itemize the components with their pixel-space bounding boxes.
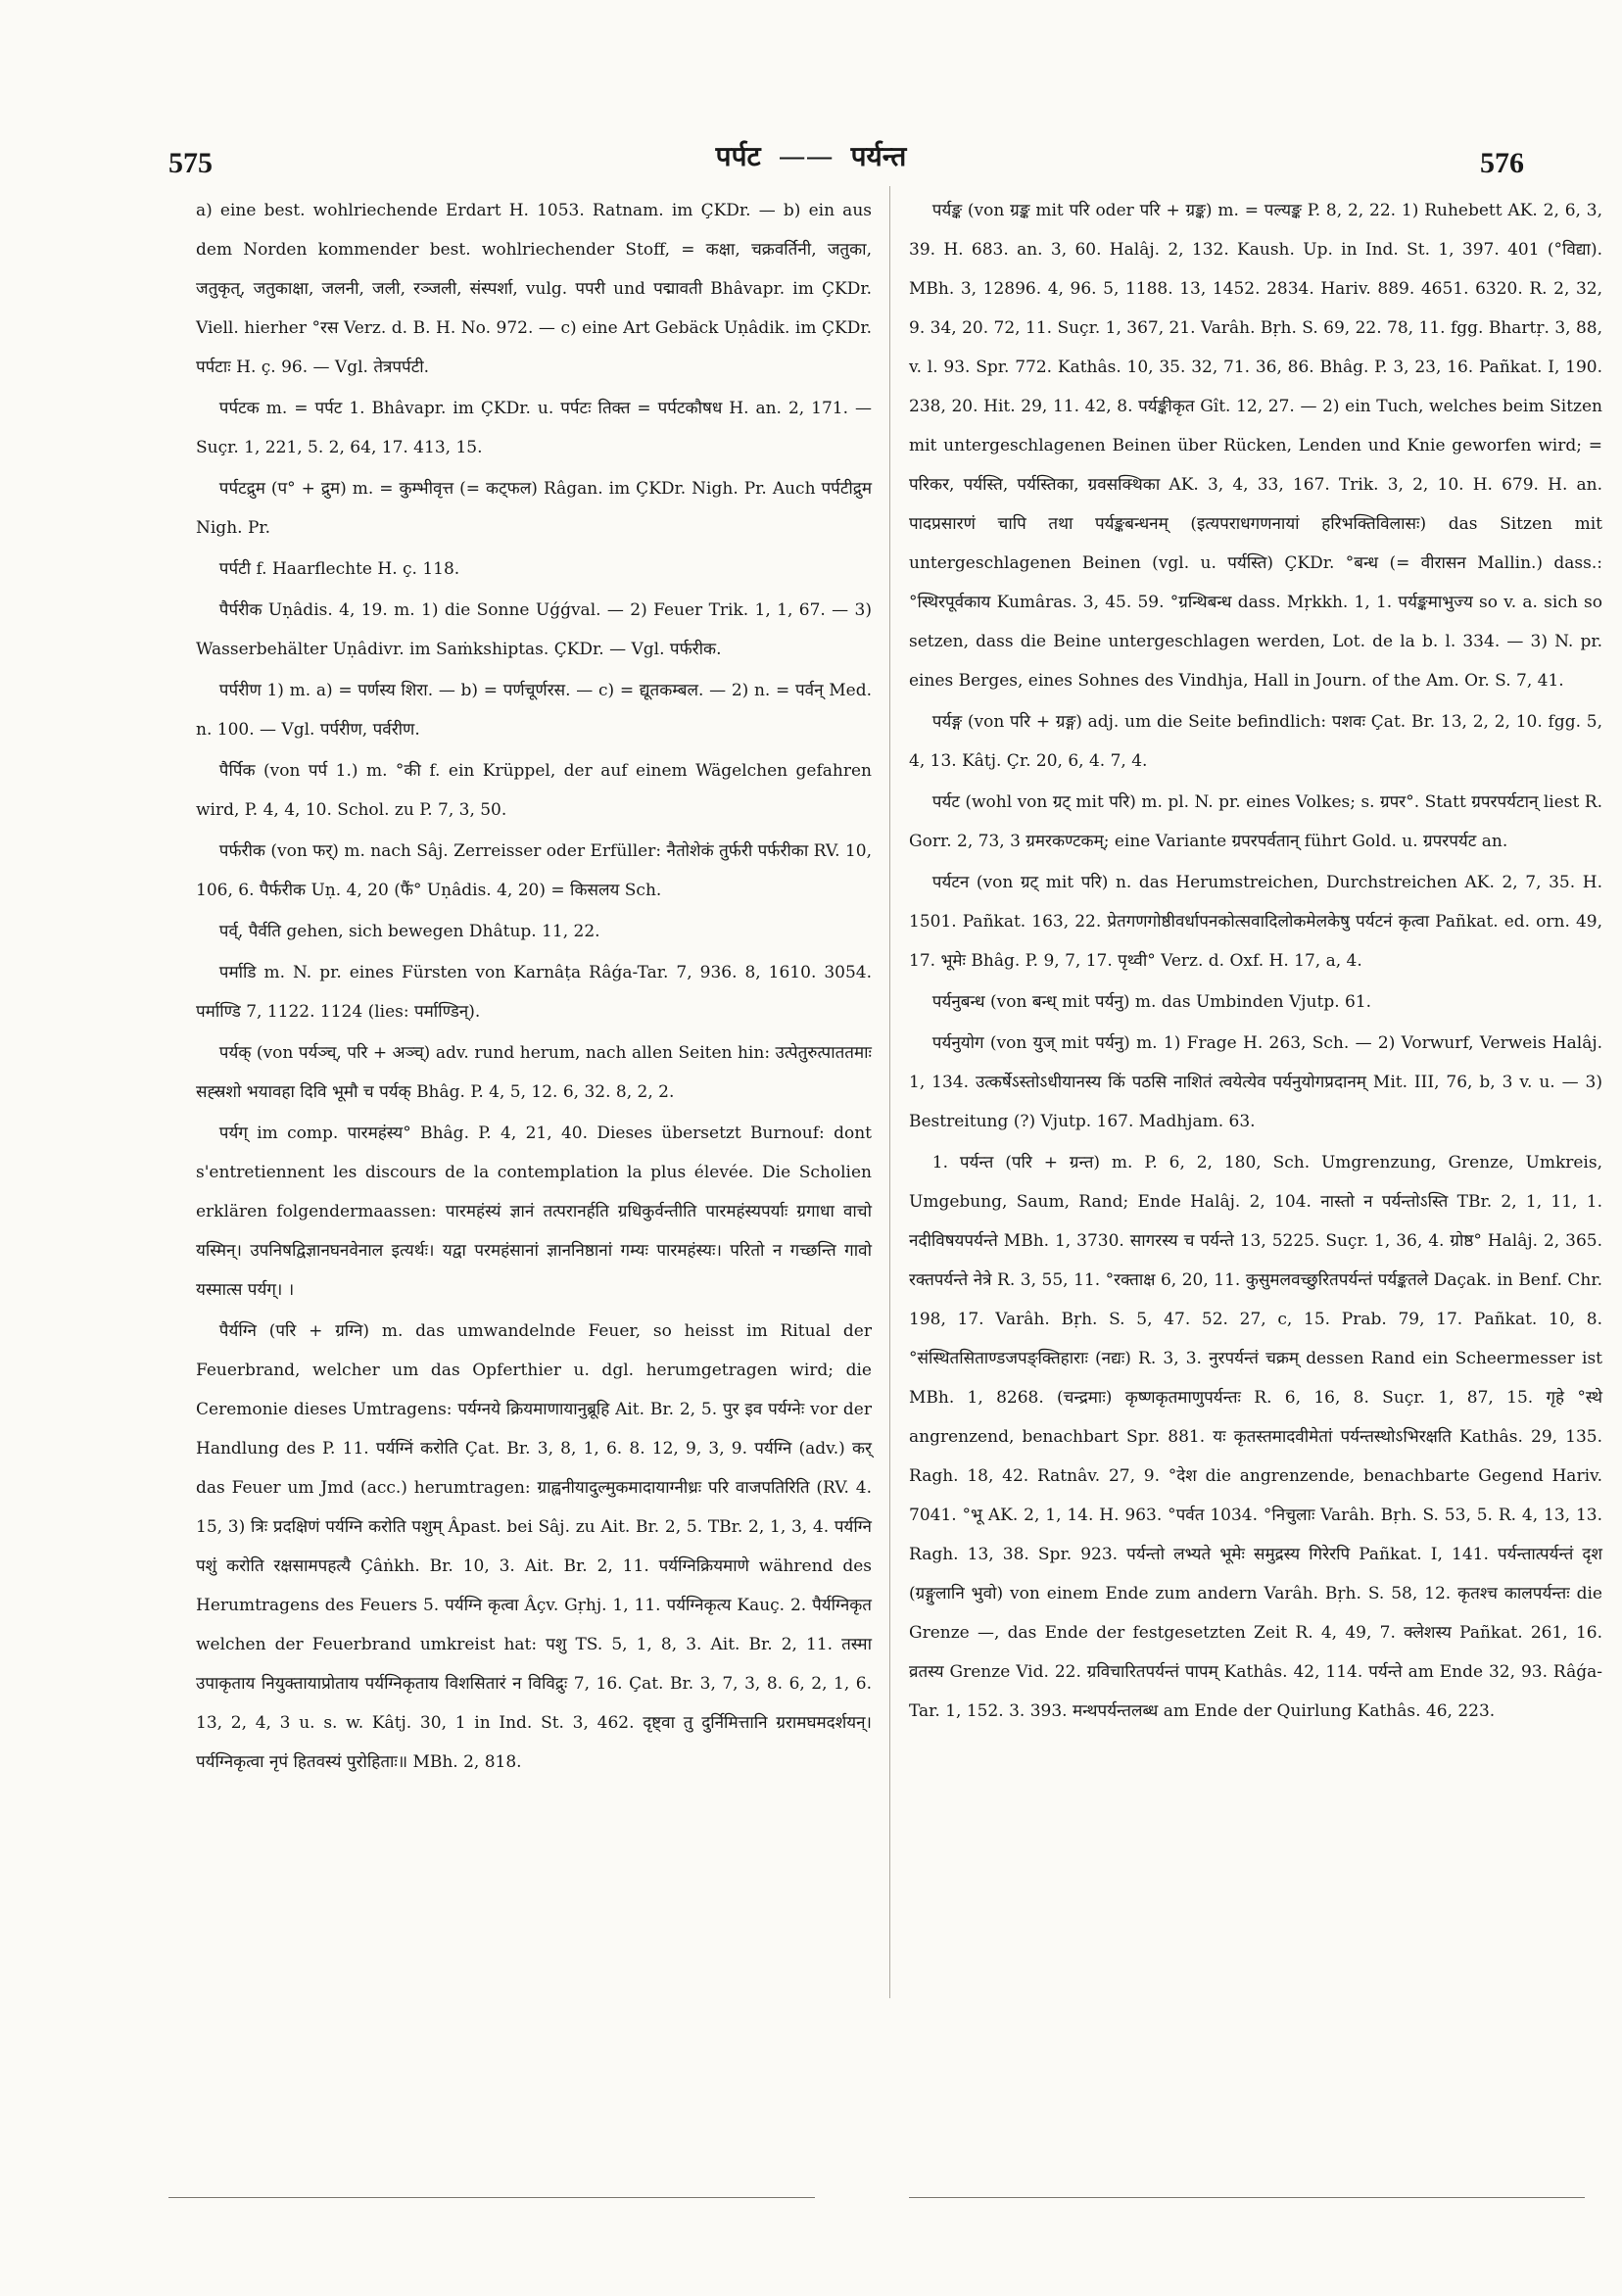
footer-rule-left: [168, 2197, 815, 2198]
footer-rule-right: [909, 2197, 1585, 2198]
running-head: [0, 137, 1622, 174]
dictionary-entry: पैर्पिक (von पर्प 1.) m. °की f. ein Krüppel, der auf einem Wägelchen gefahren wird, P. 4, 4, 10. Schol. zu P. 7, 3, 50.: [196, 761, 872, 820]
dictionary-entry: पर्पटी f. Haarflechte H. ç. 118.: [218, 559, 460, 579]
dictionary-entry: पर्माडि m. N. pr. eines Fürsten von Karnâṭa Râǵa-Tar. 7, 936. 8, 1610. 3054. पर्माण्डि 7, 1122. 1124 (lies: पर्माण्डिन्).: [196, 963, 872, 1022]
dictionary-entry: पर्पटद्रुम (प° + द्रुम) m. = कुम्भीवृत्त (= कट्फल) Râgan. im ÇKDr. Nigh. Pr. Auch पर्पटीद्रुम Nigh. Pr.: [196, 479, 872, 538]
left-column: [196, 191, 872, 1782]
dictionary-entry: पर्यटन (von ग्रट् mit परि) n. das Herumstreichen, Durchstreichen AK. 2, 7, 35. H. 1501. Pañkat. 163, 22. प्रेतगणगोष्ठीवर्धापनकोत्सवादिलोकमेलकेषु पर्यटनं कृत्वा Pañkat. ed. orn. 49, 17. भूमेः Bhâg. P. 9, 7, 17. पृथ्वी° Verz. d. Oxf. H. 17, a, 4.: [909, 873, 1602, 971]
dictionary-entry: पर्यट (wohl von ग्रट् mit परि) m. pl. N. pr. eines Volkes; s. ग्रपर°. Statt ग्रपरपर्यटान् liest R. Gorr. 2, 73, 3 ग्रमरकण्टकम्; eine Variante ग्रपरपर्वतान् führt Gold. u. ग्रपरपर्यट an.: [909, 792, 1602, 851]
running-head-right: पर्यन्त: [850, 140, 907, 172]
dictionary-entry: पर्फरीक (von फर्) m. nach Sâj. Zerreisser oder Erfüller: नैतोशेकं तुर्फरी पर्फरीका RV. 10, 106, 6. पैर्फरीक Uṇ. 4, 20 (फैं° Uṇâdis. 4, 20) = किसलय Sch.: [196, 841, 872, 900]
dictionary-entry: पर्यनुयोग (von युज् mit पर्यनु) m. 1) Frage H. 263, Sch. — 2) Vorwurf, Verweis Halâj. 1, 134. उत्कर्षेऽस्तोऽधीयानस्य किं पठसि नाशितं त्वयेत्येव पर्यनुयोगप्रदानम् Mit. III, 76, b, 3 v. u. — 3) Bestreitung (?) Vjutp. 167. Madhjam. 63.: [909, 1033, 1602, 1131]
column-divider: [889, 186, 890, 1998]
dictionary-entry: पर्यक् (von पर्यञ्च्, परि + अञ्च्) adv. rund herum, nach allen Seiten hin: उत्पेतुरुत्पाततमाः सह्स्रशो भयावहा दिवि भूमौ च पर्यक् Bhâg. P. 4, 5, 12. 6, 32. 8, 2, 2.: [196, 1043, 872, 1102]
dictionary-entry: पैर्परीक Uṇâdis. 4, 19. m. 1) die Sonne Uǵǵval. — 2) Feuer Trik. 1, 1, 67. — 3) Wasserbehälter Uṇâdivr. im Saṁkshiptas. ÇKDr. — Vgl. पर्फरीक.: [196, 600, 872, 659]
dictionary-entry: 1. पर्यन्त (परि + ग्रन्त) m. P. 6, 2, 180, Sch. Umgrenzung, Grenze, Umkreis, Umgebung, Saum, Rand; Ende Halâj. 2, 104. नास्तो न पर्यन्तोऽस्ति TBr. 2, 1, 11, 1. नदीविषयपर्यन्ते MBh. 1, 3730. सागरस्य च पर्यन्ते 13, 5225. Suçr. 1, 36, 4. ग्रोष्ठ° Halâj. 2, 365. रक्तपर्यन्ते नेत्रे R. 3, 55, 11. °रक्ताक्ष 6, 20, 11. कुसुमलवच्छुरितपर्यन्तं पर्यङ्कतले Daçak. in Benf. Chr. 198, 17. Varâh. Bṛh. S. 5, 47. 52. 27, c, 15. Prab. 79, 17. Pañkat. 10, 8. °संस्थितसिताण्डजपङ्क्तिहाराः (नद्यः) R. 3, 3. नुरपर्यन्तं चक्रम् dessen Rand ein Scheermesser ist MBh. 1, 8268. (चन्द्रमाः) कृष्णकृतमाणुपर्यन्तः R. 6, 16, 8. Suçr. 1, 87, 15. गृहे °स्थे angrenzend, benachbart Spr. 881. यः कृतस्तमादवीमेतां पर्यन्तस्थोऽभिरक्षति Kathâs. 29, 135. Ragh. 18, 42. Ratnâv. 27, 9. °देश die angrenzende, benachbarte Gegend Hariv. 7041. °भू AK. 2, 1, 14. H. 963. °पर्वत 1034. °निचुलाः Varâh. Bṛh. S. 53, 5. R. 4, 13, 13. Ragh. 13, 38. Spr. 923. पर्यन्तो लभ्यते भूमेः समुद्रस्य गिरेरपि Pañkat. I, 141. पर्यन्तात्पर्यन्तं दृश (ग्रङ्गुलानि भुवो) von einem Ende zum andern Varâh. Bṛh. S. 58, 12. कृतश्च कालपर्यन्तः die Grenze —, das Ende der festgesetzten Zeit R. 4, 49, 7. क्लेशस्य Pañkat. 261, 16. व्रतस्य Grenze Vid. 22. ग्रविचारितपर्यन्तं पापम् Kathâs. 42, 114. पर्यन्ते am Ende 32, 93. Râǵa-Tar. 1, 152. 3. 393. मन्थपर्यन्तलब्ध am Ende der Quirlung Kathâs. 46, 223.: [909, 1153, 1602, 1721]
dictionary-entry: पर्व्, पैर्वति gehen, sich bewegen Dhâtup. 11, 22.: [218, 922, 600, 941]
dictionary-entry: पर्यनुबन्ध (von बन्ध् mit पर्यनु) m. das Umbinden Vjutp. 61.: [931, 992, 1372, 1012]
right-column: [909, 191, 1602, 1731]
page-number-left: 575: [168, 147, 213, 179]
page-number-right: 576: [1480, 147, 1524, 179]
dictionary-entry: पर्यङ्ग (von परि + ग्रङ्ग) adj. um die Seite befindlich: पशवः Çat. Br. 13, 2, 2, 10. fgg. 5, 4, 13. Kâtj. Çr. 20, 6, 4. 7, 4.: [909, 712, 1602, 771]
dictionary-entry: पैर्यग्नि (परि + ग्रग्नि) m. das umwandelnde Feuer, so heisst im Ritual der Feuerbrand, welcher um das Opferthier u. dgl. herumgetragen wird; die Ceremonie dieses Umtragens: पर्यग्नये क्रियमाणायानुब्रूहि Ait. Br. 2, 5. पुर इव पर्यग्नेः vor der Handlung des P. 11. पर्यग्निं करोति Çat. Br. 3, 8, 1, 6. 8. 12, 9, 3, 9. पर्यग्नि (adv.) कर् das Feuer um Jmd (acc.) herumtragen: ग्राह्वनीयादुल्मुकमादायाग्नीध्रः परि वाजपतिरिति (RV. 4. 15, 3) त्रिः प्रदक्षिणं पर्यग्नि करोति पशुम् Âpast. bei Sâj. zu Ait. Br. 2, 5. TBr. 2, 1, 3, 4. पर्यग्नि पशुं करोति रक्षसामपहत्यै Çâṅkh. Br. 10, 3. Ait. Br. 2, 11. पर्यग्निक्रियमाणे während des Herumtragens des Feuers 5. पर्यग्नि कृत्वा Âçv. Gṛhj. 1, 11. पर्यग्निकृत्य Kauç. 2. पैर्यग्निकृत welchen der Feuerbrand umkreist hat: पशु TS. 5, 1, 8, 3. Ait. Br. 2, 11. तस्मा उपाकृताय नियुक्तायाप्रोताय पर्यग्निकृताय विशसितारं न विविद्रुः 7, 16. Çat. Br. 3, 7, 3, 8. 6, 2, 1, 6. 13, 2, 4, 3 u. s. w. Kâtj. 30, 1 in Ind. St. 3, 462. दृष्ट्वा तु दुर्निमित्तानि ग्ररामघमदर्शयन्। पर्यग्निकृत्वा नृपं हितवस्यं पुरोहिताः॥ MBh. 2, 818.: [196, 1321, 872, 1772]
dictionary-entry: पर्यग् im comp. पारमहंस्य° Bhâg. P. 4, 21, 40. Dieses übersetzt Burnouf: dont s'entretiennent les discours de la contemplation la plus élevée. Die Scholien erklären folgendermaassen: पारमहंस्यं ज्ञानं तत्परानर्हति ग्रधिकुर्वन्तीति पारमहंस्यपर्याः ग्रगाधा वाचो यस्मिन्। उपनिषद्विज्ञानघनवेनाल इत्यर्थः। यद्वा परमहंसानां ज्ञाननिष्ठानां गम्यः पारमहंस्यः। परितो न गच्छन्ति गावो यस्मात्स पर्यग्। ।: [196, 1124, 872, 1300]
running-head-dash: ——: [778, 140, 834, 172]
dictionary-entry: पर्यङ्क (von ग्रङ्क mit परि oder परि + ग्रङ्क) m. = पल्यङ्क P. 8, 2, 22. 1) Ruhebett AK. 2, 6, 3, 39. H. 683. an. 3, 60. Halâj. 2, 132. Kaush. Up. in Ind. St. 1, 397. 401 (°विद्या). MBh. 3, 12896. 4, 96. 5, 1188. 13, 1452. 2834. Hariv. 889. 4651. 6320. R. 2, 32, 9. 34, 20. 72, 11. Suçr. 1, 367, 21. Varâh. Bṛh. S. 69, 22. 78, 11. fgg. Bhartṛ. 3, 88, v. l. 93. Spr. 772. Kathâs. 10, 35. 32, 71. 36, 86. Bhâg. P. 3, 23, 16. Pañkat. I, 190. 238, 20. Hit. 29, 11. 42, 8. पर्यङ्कीकृत Gît. 12, 27. — 2) ein Tuch, welches beim Sitzen mit untergeschlagenen Beinen über Rücken, Lenden und Knie geworfen wird; = परिकर, पर्यस्ति, पर्यस्तिका, ग्रवसक्थिका AK. 3, 4, 33, 167. Trik. 3, 2, 10. H. 679. H. an. पादप्रसारणं चापि तथा पर्यङ्कबन्धनम् (इत्यपराधगणनायां हरिभक्तिविलासः) das Sitzen mit untergeschlagenen Beinen (vgl. u. पर्यस्ति) ÇKDr. °बन्ध (= वीरासन Mallin.) dass.: °स्थिरपूर्वकाय Kumâras. 3, 45. 59. °ग्रन्थिबन्ध dass. Mṛkkh. 1, 1. पर्यङ्कमाभुज्य so v. a. sich so setzen, dass die Beine untergeschlagen werden, Lot. de la b. l. 334. — 3) N. pr. eines Berges, eines Sohnes des Vindhja, Hall in Journ. of the Am. Or. S. 7, 41.: [909, 201, 1602, 691]
running-head-left: पर्पट: [715, 140, 761, 172]
dictionary-entry: पर्परीण 1) m. a) = पर्णस्य शिरा. — b) = पर्णचूर्णरस. — c) = द्यूतकम्बल. — 2) n. = पर्वन् Med. n. 100. — Vgl. पर्परीण, पर्वरीण.: [196, 681, 872, 740]
entry-continuation: a) eine best. wohlriechende Erdart H. 1053. Ratnam. im ÇKDr. — b) ein aus dem Norden kommender best. wohlriechender Stoff, = कक्षा, चक्रवर्तिनी, जतुका, जतुकृत्, जतुकाक्षा, जलनी, जली, रञ्जली, संस्पर्शा, vulg. पपरी und पद्मावती Bhâvapr. im ÇKDr. Viell. hierher °रस Verz. d. B. H. No. 972. — c) eine Art Gebäck Uṇâdik. im ÇKDr. पर्पटाः H. ç. 96. — Vgl. तेत्रपर्पटी.: [196, 201, 872, 377]
dictionary-entry: पर्पटक m. = पर्पट 1. Bhâvapr. im ÇKDr. u. पर्पटः तिक्त = पर्पटकौषध H. an. 2, 171. — Suçr. 1, 221, 5. 2, 64, 17. 413, 15.: [196, 399, 872, 457]
